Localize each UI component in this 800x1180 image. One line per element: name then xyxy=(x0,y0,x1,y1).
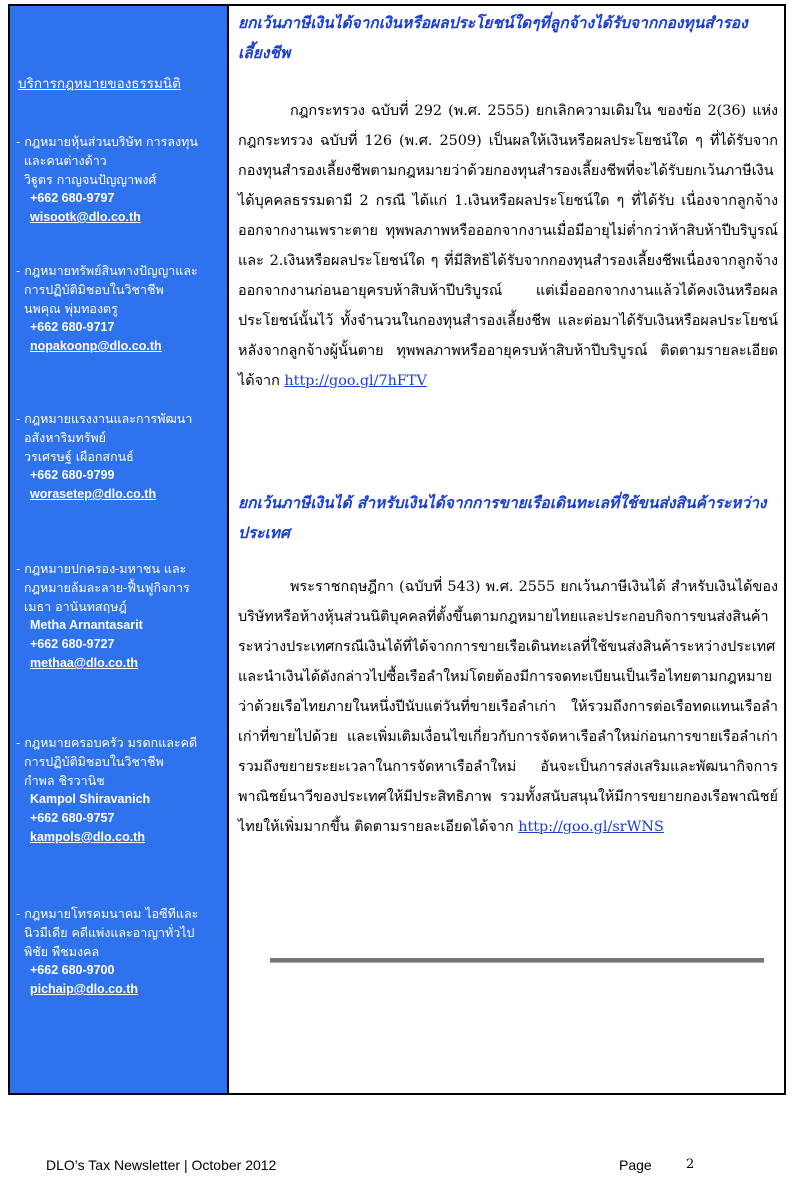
article-heading: ยกเว้นภาษีเงินได้ สำหรับเงินได้จากการขายเรือเดินทะเลที่ใช้ขนส่งสินค้าระหว่างประเทศ xyxy=(238,493,767,542)
practice-area: - กฎหมายครอบครัว มรดกและคดี xyxy=(16,735,198,750)
practice-area-cont: กฎหมายล้มละลาย-ฟื้นฟูกิจการ xyxy=(24,580,190,595)
contact-card xyxy=(16,733,228,847)
article-text: พระราชกฤษฎีกา (ฉบับที่ 543) พ.ศ. 2555 ยกเว้นภาษีเงินได้ สำหรับเงินได้ของบริษัทหรือห้างหุ้นส่วนนิติบุคคลที่ตั้งขึ้นตามกฎหมายไทยและประกอบกิจการขนส่งสินค้าระหว่างประเทศกรณีเงินได้ที่ได้จากการขายเรือเดินทะเลที่ใช้ขนส่งสินค้าระหว่างประเทศ และนำเงินได้ดังกล่าวไปซื้อเรือลำใหม่โดยต้องมีการจดทะเบียนเป็นเรือไทยตามกฎหมายว่าด้วยเรือไทยภายในหนึ่งปีนับแต่วันที่ขายเรือลำเก่า ให้รวมถึงการต่อเรือทดแทนเรือลำเก่าที่ขายไปด้วย และเพิ่มเติมเงื่อนไขเกี่ยวกับการจัดหาเรือลำใหม่ก่อนการขายเรือลำเก่ารวมถึงขยายระยะเวลาในการจัดหาเรือลำใหม่ อันจะเป็นการส่งเสริมและพัฒนากิจการพาณิชย์นาวีของประเทศให้มีประสิทธิภาพ รวมทั้งสนับสนุนให้มีการขยายกองเรือพาณิชย์ไทยให้เพิ่มมากขึ้น ติดตามรายละเอียดได้จาก xyxy=(238,579,778,835)
practice-area-cont: อสังหาริมทรัพย์ xyxy=(24,430,106,445)
contact-phone: +662 680-9757 xyxy=(30,811,115,825)
article-body xyxy=(238,572,778,842)
practice-area-cont: การปฏิบัติมิชอบในวิชาชีพ xyxy=(24,282,164,297)
contact-phone: +662 680-9799 xyxy=(30,468,115,482)
article-heading: ยกเว้นภาษีเงินได้จากเงินหรือผลประโยชน์ใดๆที่ลูกจ้างได้รับจากกองทุนสำรองเลี้ยงชีพ xyxy=(238,13,748,62)
contact-card xyxy=(16,132,228,227)
footer-page-label: Page xyxy=(619,1157,652,1173)
contact-phone: +662 680-9797 xyxy=(30,191,115,205)
contact-email-link[interactable]: wisootk@dlo.co.th xyxy=(30,210,141,224)
practice-area-cont: นิวมีเดีย คดีแพ่งและอาญาทั่วไป xyxy=(24,925,195,940)
contact-email-link[interactable]: pichaip@dlo.co.th xyxy=(30,982,139,996)
contact-email-link[interactable]: worasetep@dlo.co.th xyxy=(30,487,157,501)
contact-card xyxy=(16,261,228,356)
practice-area-cont: การปฏิบัติมิชอบในวิชาชีพ xyxy=(24,754,164,769)
contact-phone: +662 680-9717 xyxy=(30,320,115,334)
contact-name: กำพล ชิรวานิช xyxy=(24,773,105,788)
contact-card xyxy=(16,559,228,673)
article-link[interactable]: http://goo.gl/srWNS xyxy=(518,819,664,835)
contact-name: เมธา อานันทสฤษฎ์ xyxy=(24,599,127,614)
practice-area: - กฎหมายปกครอง-มหาชน และ xyxy=(16,561,187,576)
practice-area-cont: และคนต่างด้าว xyxy=(24,153,107,168)
sidebar xyxy=(10,6,229,1093)
contact-card xyxy=(16,409,228,504)
contact-name: วรเศรษฐ์ เผือกสกนธ์ xyxy=(24,449,134,464)
sidebar-title: บริการกฎหมายของธรรมนิติ xyxy=(18,76,181,92)
footer-newsletter: DLO’s Tax Newsletter | October 2012 xyxy=(46,1157,277,1173)
practice-area: - กฎหมายโทรคมนาคม ไอซีทีและ xyxy=(16,906,199,921)
section-divider xyxy=(270,958,764,963)
contact-phone: +662 680-9727 xyxy=(30,637,115,651)
contact-name-en: Kampol Shiravanich xyxy=(30,792,151,806)
article-body xyxy=(238,96,778,396)
article-text: กฎกระทรวง ฉบับที่ 292 (พ.ศ. 2555) ยกเลิกความเดิมใน ของข้อ 2(36) แห่งกฎกระทรวง ฉบับที่ 126 (พ.ศ. 2509) เป็นผลให้เงินหรือผลประโยชน์ใด ๆ ที่ได้รับจากกองทุนสำรองเลี้ยงชีพตามกฎหมายว่าด้วยกองทุนสำรองเลี้ยงชีพที่จะได้รับยกเว้นภาษีเงินได้บุคคลธรรมดามี 2 กรณี ได้แก่ 1.เงินหรือผลประโยชน์ใด ๆ ที่ได้รับ เนื่องจากลูกจ้างออกจากงานเพราะตาย ทุพพลภาพหรือออกจากงานเมื่อมีอายุไม่ต่ำกว่าห้าสิบห้าปีบริบูรณ์ และ 2.เงินหรือผลประโยชน์ใด ๆ ที่มีสิทธิได้รับจากกองทุนสำรองเลี้ยงชีพเนื่องจากลูกจ้างออกจากงานก่อนอายุครบห้าสิบห้าปีบริบูรณ์ แต่เมื่อออกจากงานแล้วได้คงเงินหรือผลประโยชน์นั้นไว้ ทั้งจำนวนในกองทุนสำรองเลี้ยงชีพ และต่อมาได้รับเงินหรือผลประโยชน์หลังจากลูกจ้างผู้นั้นตาย ทุพพลภาพหรืออายุครบห้าสิบห้าปีบริบูรณ์ ติดตามรายละเอียดได้จาก xyxy=(238,103,778,389)
contact-email-link[interactable]: methaa@dlo.co.th xyxy=(30,656,139,670)
practice-area: - กฎหมายหุ้นส่วนบริษัท การลงทุน xyxy=(16,134,198,149)
contact-name: นพคุณ พุ่มทองตรู xyxy=(24,301,118,316)
practice-area: - กฎหมายแรงงานและการพัฒนา xyxy=(16,411,193,426)
footer-page-number: 2 xyxy=(686,1157,695,1172)
contact-card xyxy=(16,904,228,999)
contact-name: วิฐูตร กาญจนปัญญาพงศ์ xyxy=(24,172,157,187)
contact-email-link[interactable]: nopakoonp@dlo.co.th xyxy=(30,339,162,353)
article-link[interactable]: http://goo.gl/7hFTV xyxy=(284,373,427,389)
contact-name-en: Metha Arnantasarit xyxy=(30,618,143,632)
contact-name: พิชัย พืชมงคล xyxy=(24,944,100,959)
contact-email-link[interactable]: kampols@dlo.co.th xyxy=(30,830,145,844)
practice-area: - กฎหมายทรัพย์สินทางปัญญาและ xyxy=(16,263,198,278)
contact-phone: +662 680-9700 xyxy=(30,963,115,977)
